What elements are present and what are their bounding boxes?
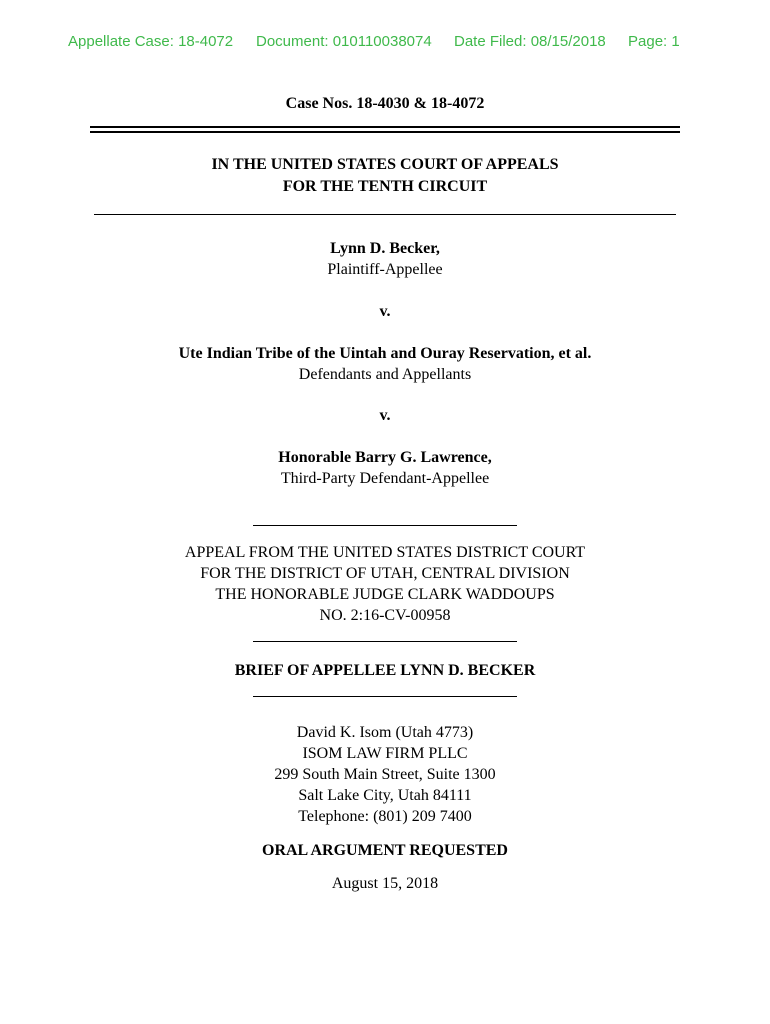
stamp-document: Document: 010110038074 <box>256 33 432 50</box>
party-2-role: Defendants and Appellants <box>298 366 472 383</box>
party-1-name: Lynn D. Becker, <box>330 240 440 257</box>
counsel-line-4: Salt Lake City, Utah 84111 <box>298 787 472 804</box>
counsel-line-3: 299 South Main Street, Suite 1300 <box>274 766 496 783</box>
double-rule-top <box>90 126 680 128</box>
appeal-line-1: APPEAL FROM THE UNITED STATES DISTRICT COURT <box>184 544 586 561</box>
counsel-line-5: Telephone: (801) 209 7400 <box>298 808 472 825</box>
separator-2 <box>253 641 517 642</box>
brief-title: BRIEF OF APPELLEE LYNN D. BECKER <box>234 662 536 679</box>
filing-date: August 15, 2018 <box>331 875 439 892</box>
stamp-date-filed: Date Filed: 08/15/2018 <box>454 33 606 50</box>
case-numbers: Case Nos. 18-4030 & 18-4072 <box>285 95 485 112</box>
court-line-1: IN THE UNITED STATES COURT OF APPEALS <box>211 156 559 173</box>
stamp-case: Appellate Case: 18-4072 <box>68 33 234 50</box>
party-3-role: Third-Party Defendant-Appellee <box>280 470 490 487</box>
separator-1 <box>253 525 517 526</box>
separator-3 <box>253 696 517 697</box>
appeal-line-2: FOR THE DISTRICT OF UTAH, CENTRAL DIVISION <box>200 565 570 582</box>
party-2-name: Ute Indian Tribe of the Uintah and Ouray Reservation, et al. <box>178 345 592 362</box>
counsel-line-1: David K. Isom (Utah 4773) <box>296 724 474 741</box>
appeal-line-3: THE HONORABLE JUDGE CLARK WADDOUPS <box>215 586 555 603</box>
oral-argument-notice: ORAL ARGUMENT REQUESTED <box>262 842 508 859</box>
counsel-line-2: ISOM LAW FIRM PLLC <box>302 745 468 762</box>
appeal-line-4: NO. 2:16-CV-00958 <box>319 607 451 624</box>
court-line-2: FOR THE TENTH CIRCUIT <box>282 178 488 195</box>
versus-2: v. <box>379 407 391 424</box>
party-3-name: Honorable Barry G. Lawrence, <box>278 449 492 466</box>
double-rule-bottom <box>90 131 680 133</box>
stamp-page: Page: 1 <box>628 33 680 50</box>
party-1-role: Plaintiff-Appellee <box>327 261 443 278</box>
versus-1: v. <box>379 303 391 320</box>
court-separator <box>94 214 676 215</box>
